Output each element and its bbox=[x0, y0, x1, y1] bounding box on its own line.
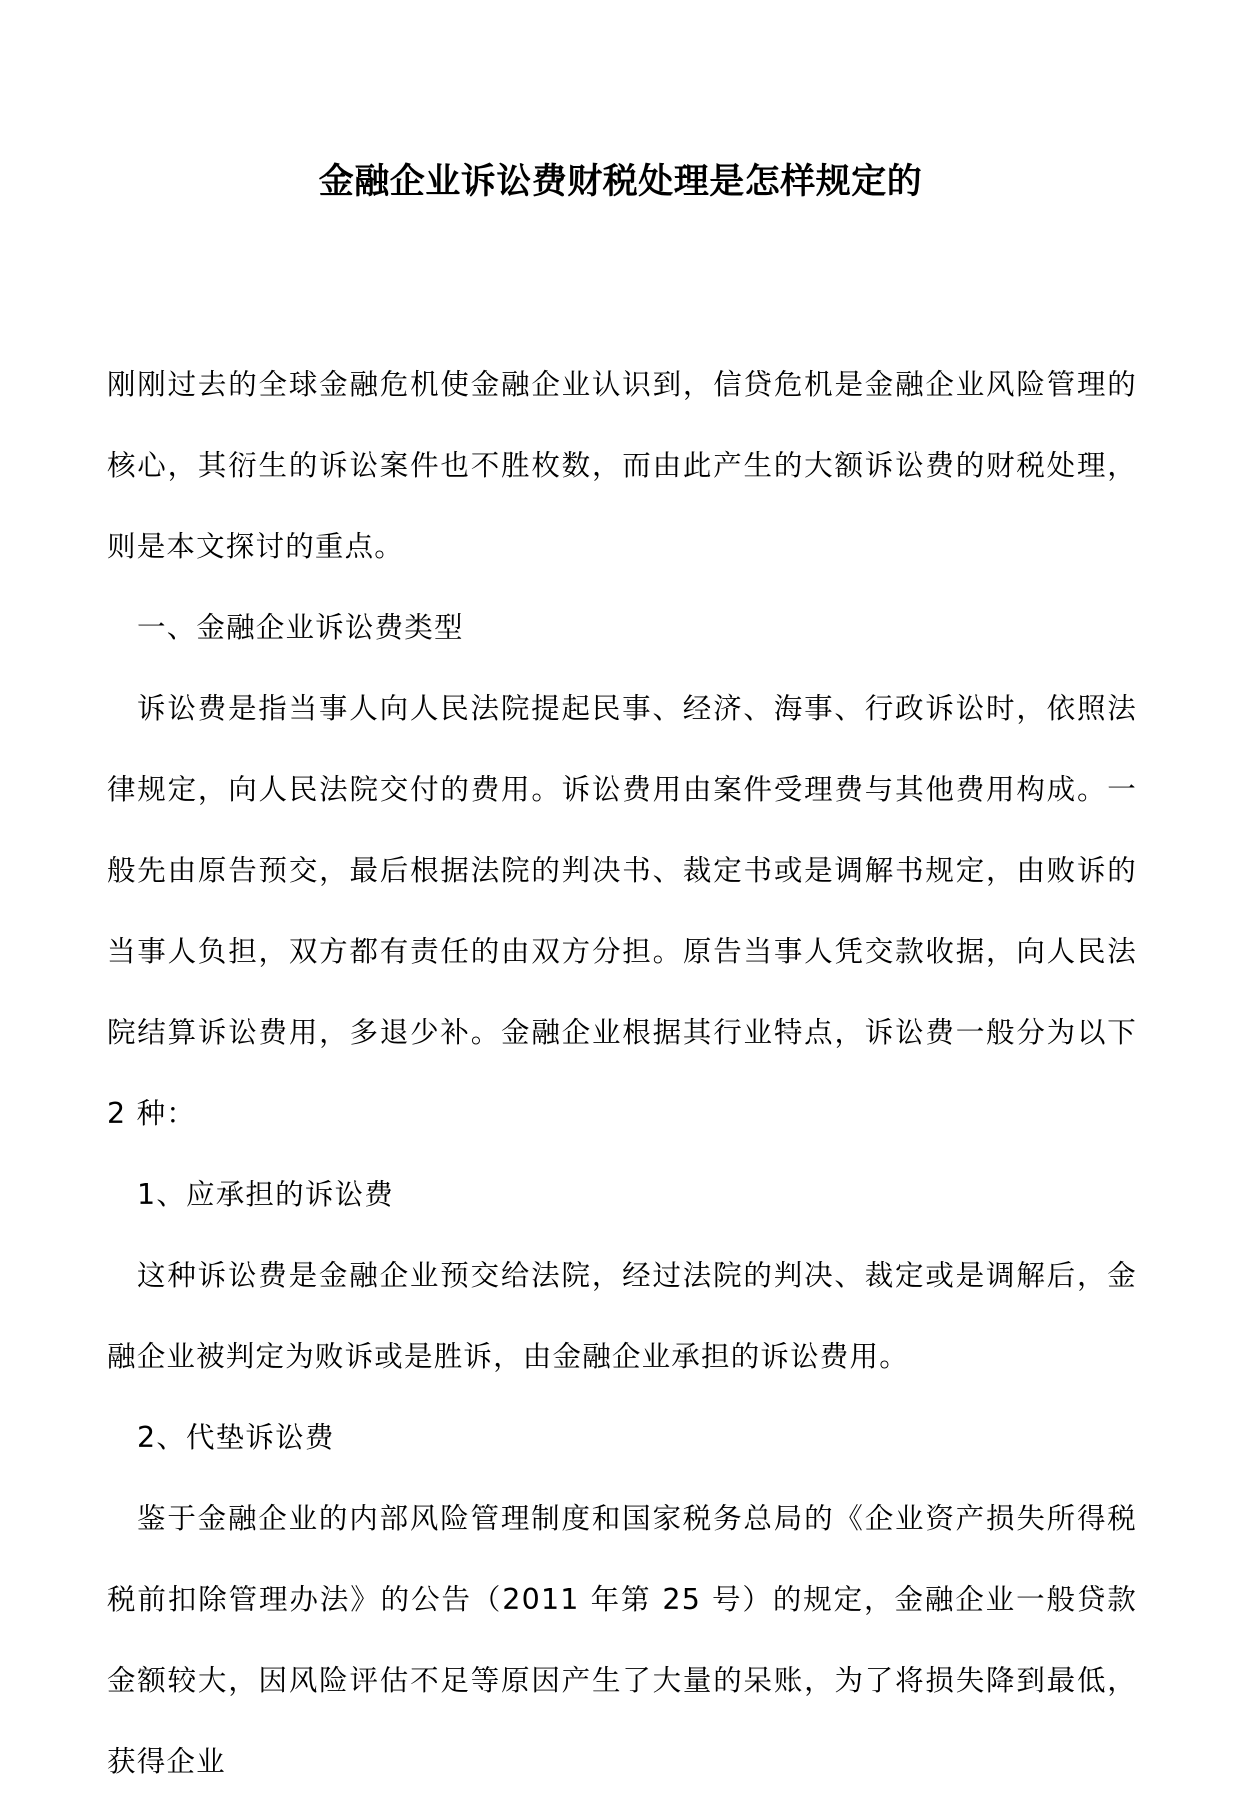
subheading-1: 1、应承担的诉讼费 bbox=[137, 1178, 394, 1211]
paragraph-advanced-fees: 鉴于金融企业的内部风险管理制度和国家税务总局的《企业资产损失所得税税前扣除管理办法》的公告（2011 年第 25 号）的规定，金融企业一般贷款金额较大，因风险评估不足等原因产生了大量的呆账，为了将损失降到最低，获得企业 bbox=[107, 1502, 1137, 1778]
section-heading-1: 一、金融企业诉讼费类型 bbox=[137, 611, 464, 644]
paragraph-definition: 诉讼费是指当事人向人民法院提起民事、经济、海事、行政诉讼时，依照法律规定，向人民法院交付的费用。诉讼费用由案件受理费与其他费用构成。一般先由原告预交，最后根据法院的判决书、裁定书或是调解书规定，由败诉的当事人负担，双方都有责任的由双方分担。原告当事人凭交款收据，向人民法院结算诉讼费用，多退少补。金融企业根据其行业特点，诉讼费一般分为以下 2 种： bbox=[107, 692, 1137, 1130]
document-body bbox=[107, 344, 1137, 1802]
document-title: 金融企业诉讼费财税处理是怎样规定的 bbox=[318, 161, 923, 202]
paragraph-intro: 刚刚过去的全球金融危机使金融企业认识到，信贷危机是金融企业风险管理的核心，其衍生的诉讼案件也不胜枚数，而由此产生的大额诉讼费的财税处理，则是本文探讨的重点。 bbox=[107, 368, 1137, 563]
subheading-2: 2、代垫诉讼费 bbox=[137, 1421, 335, 1454]
paragraph-borne-fees: 这种诉讼费是金融企业预交给法院，经过法院的判决、裁定或是调解后，金融企业被判定为败诉或是胜诉，由金融企业承担的诉讼费用。 bbox=[107, 1259, 1137, 1373]
